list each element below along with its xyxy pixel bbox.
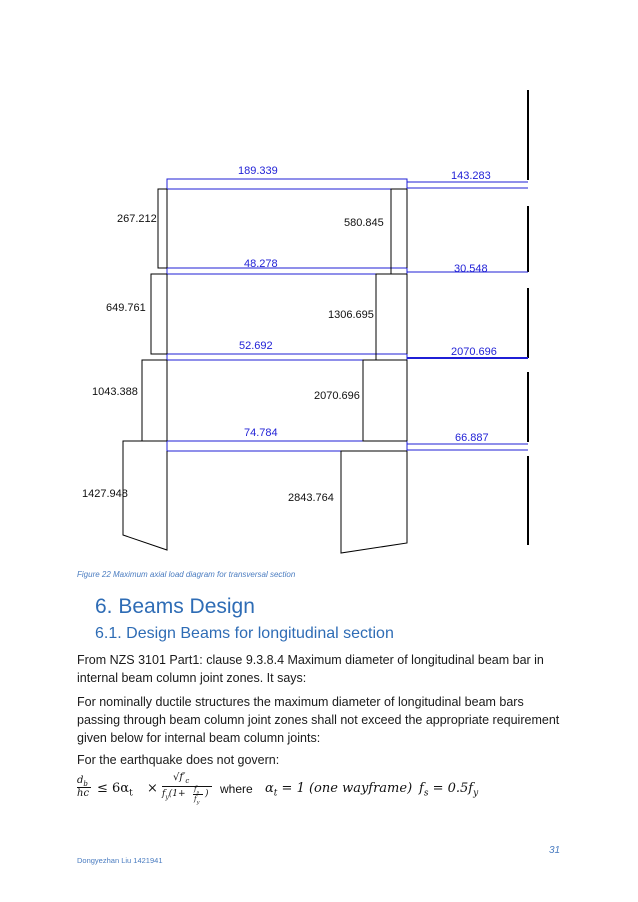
label-col4-right: 2843.764: [288, 492, 334, 504]
formula-lhs-num: $d_b$: [77, 775, 88, 788]
beam-2: [167, 268, 407, 274]
label-right3: 2070.696: [451, 346, 497, 358]
formula-num: $√f'_c$: [173, 772, 190, 785]
label-right-top: 143.283: [451, 170, 491, 182]
formula-where: where: [220, 782, 253, 796]
formula-times: ×: [147, 781, 158, 796]
formula-den: $f_y(1+$: [162, 789, 186, 801]
label-col2-left: 649.761: [106, 302, 146, 314]
formula-lhs-den: hc: [77, 788, 90, 799]
diameter-formula: [77, 772, 497, 815]
formula-alpha: $\alpha_t = 1$ (one wayframe): [265, 781, 413, 799]
label-col3-left: 1043.388: [92, 386, 138, 398]
label-top-beam: 189.339: [238, 165, 278, 177]
formula-den-close: ): [205, 789, 209, 799]
formula-le: ≤ $6\alpha_t$: [97, 781, 133, 799]
page-number: 31: [549, 845, 561, 856]
section-heading: 6. Beams Design: [95, 595, 255, 618]
beam-3: [167, 354, 407, 360]
col4-right-diagram: [341, 451, 407, 553]
col1-left-diagram: [158, 189, 167, 268]
paragraph-clause: From NZS 3101 Part1: clause 9.3.8.4 Maximum diameter of longitudinal beam bar in internal beam column joint zones. It says:: [77, 653, 544, 685]
paragraph-earthquake: For the earthquake does not govern:: [77, 753, 280, 767]
beam-4: [167, 441, 407, 451]
label-right4: 66.887: [455, 432, 489, 444]
formula-inner-num: $f_s$: [194, 785, 200, 796]
subsection-heading: 6.1. Design Beams for longitudinal section: [95, 625, 394, 642]
label-right2: 30.548: [454, 263, 488, 275]
author-footer: Dongyezhan Liu 1421941: [77, 856, 163, 865]
label-col1-right: 580.845: [344, 217, 384, 229]
col3-left-diagram: [142, 360, 167, 441]
figure-caption: Figure 22 Maximum axial load diagram for transversal section: [77, 570, 296, 579]
label-beam4: 74.784: [244, 427, 278, 439]
label-beam2: 48.278: [244, 258, 278, 270]
beam-1: [167, 179, 407, 189]
col3-right-diagram: [363, 360, 407, 441]
paragraph-requirement: For nominally ductile structures the maximum diameter of longitudinal beam bars passing through beam column joint zones shall not exceed the appropriate requirement given below for internal beam column joints:: [77, 695, 560, 745]
col1-right-diagram: [391, 189, 407, 274]
label-col3-right: 2070.696: [314, 390, 360, 402]
label-col4-left: 1427.948: [82, 488, 128, 500]
formula-inner-den: $f_y$: [194, 795, 200, 806]
label-col1-left: 267.212: [117, 213, 157, 225]
col2-left-diagram: [151, 274, 167, 354]
formula-bar: [162, 786, 212, 787]
col4-left-diagram: [123, 441, 167, 550]
label-beam3: 52.692: [239, 340, 273, 352]
col2-right-diagram: [376, 274, 407, 360]
formula-fs: $f_s = 0.5f_y$: [419, 781, 479, 799]
label-col2-right: 1306.695: [328, 309, 374, 321]
